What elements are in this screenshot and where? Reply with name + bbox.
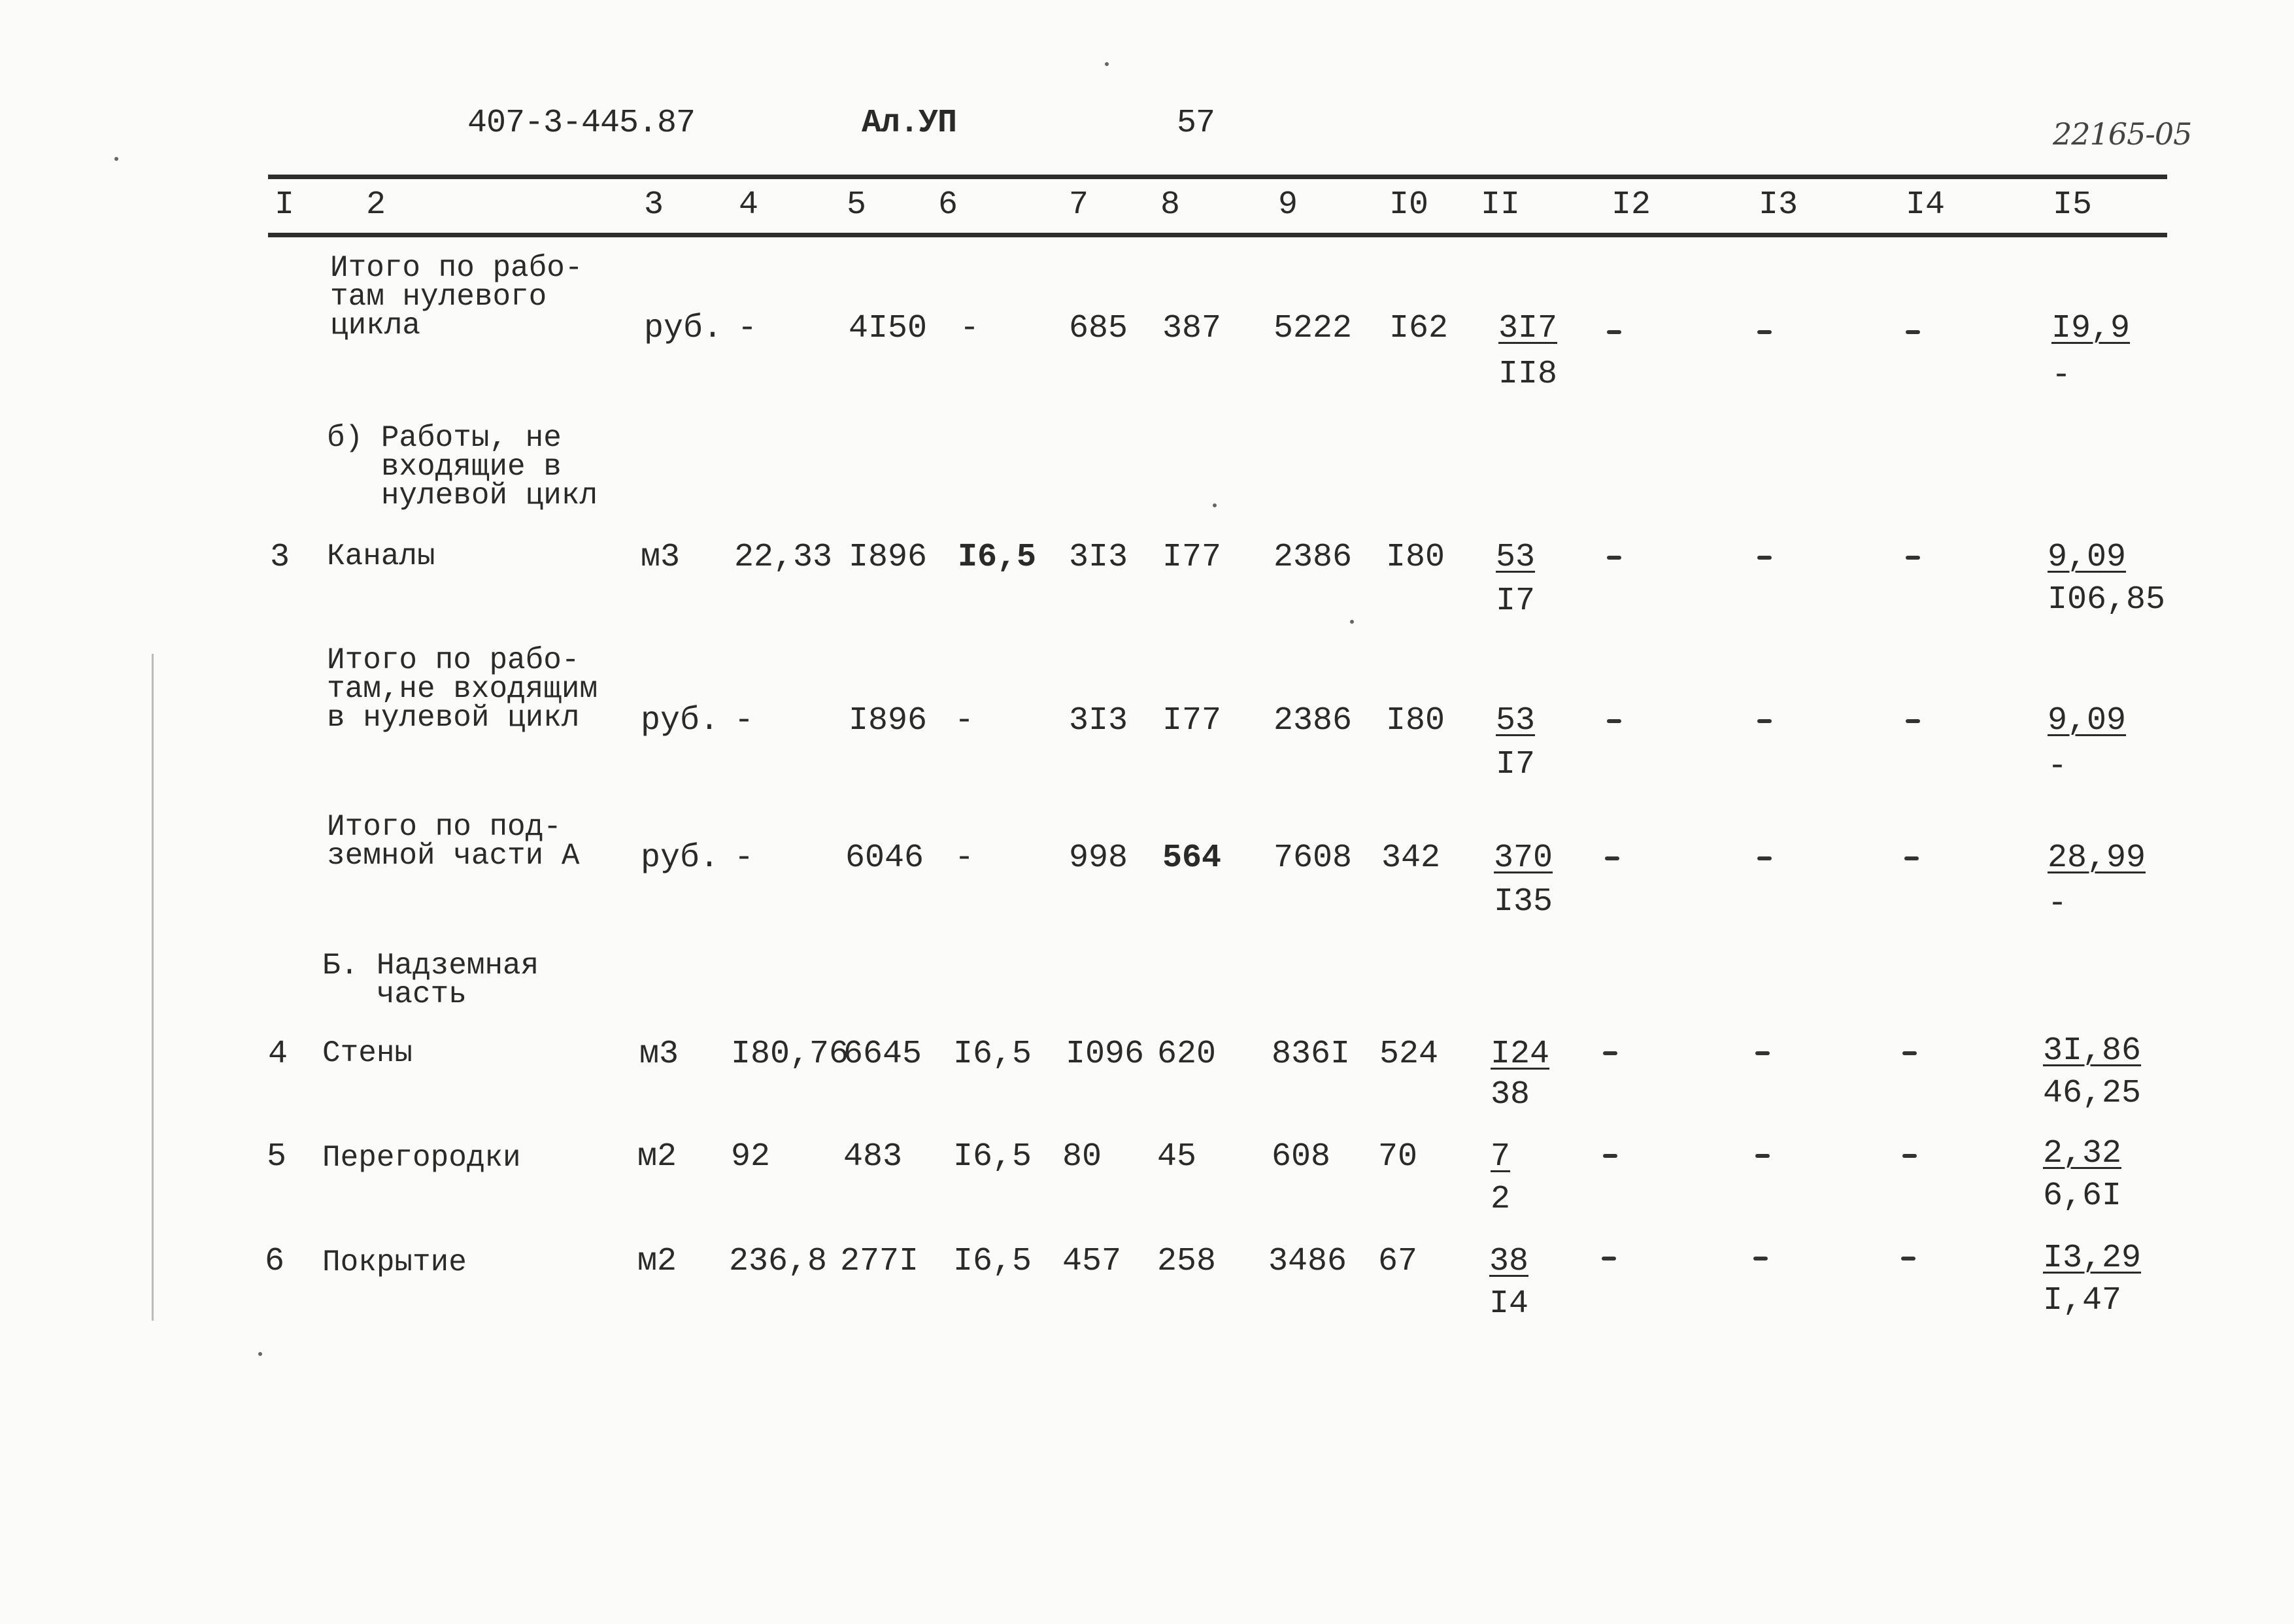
row-6-col4: 236,8 <box>729 1243 828 1280</box>
row-6-col5: 277I <box>840 1243 919 1280</box>
row-4-number: 4 <box>268 1036 288 1073</box>
row-non-zero-cycle-total-col11-numerator: 53 <box>1496 702 1536 739</box>
dash-mark <box>1902 1154 1917 1158</box>
column-header-12: I2 <box>1611 186 1651 224</box>
column-header-6: 6 <box>938 186 958 224</box>
row-zero-cycle-total-col15-numerator: I9,9 <box>2051 310 2131 347</box>
row-zero-cycle-total-col11-denominator: II8 <box>1498 356 1558 393</box>
dash-mark <box>1757 719 1772 723</box>
column-header-10: I0 <box>1389 186 1429 224</box>
row-non-zero-cycle-total-col6: - <box>954 702 975 739</box>
row-zero-cycle-total-col4: - <box>737 310 758 347</box>
row-non-zero-cycle-total-col10: I80 <box>1386 702 1445 739</box>
row-6-col11-numerator: 38 <box>1489 1243 1529 1280</box>
row-underground-total-col4: - <box>734 839 754 877</box>
row-6-col15-denominator: I,47 <box>2043 1282 2122 1319</box>
dash-mark <box>1603 1051 1617 1055</box>
row-6-col11-denominator: I4 <box>1489 1285 1529 1323</box>
row-non-zero-cycle-total-col15-denominator: - <box>2048 748 2068 785</box>
column-header-8: 8 <box>1160 186 1181 224</box>
row-3-col15-numerator: 9,09 <box>2048 539 2127 576</box>
row-underground-total-name: Итого по под- земной части А <box>327 810 580 873</box>
column-header-11: II <box>1481 186 1521 224</box>
row-3-col9: 2386 <box>1274 539 1353 576</box>
row-zero-cycle-total-col8: 387 <box>1162 310 1222 347</box>
scan-speck <box>258 1352 262 1356</box>
scan-speck <box>114 157 118 161</box>
row-zero-cycle-total-unit: руб. <box>644 310 723 347</box>
row-4-col10: 524 <box>1379 1036 1439 1073</box>
dash-mark <box>1603 1154 1617 1158</box>
scan-speck <box>1350 620 1354 624</box>
row-zero-cycle-total-col10: I62 <box>1389 310 1449 347</box>
row-6-col10: 67 <box>1378 1243 1418 1280</box>
row-5-col4: 92 <box>731 1138 771 1176</box>
row-5-col6: I6,5 <box>953 1138 1032 1176</box>
row-3-col10: I80 <box>1386 539 1445 576</box>
column-header-15: I5 <box>2053 186 2093 224</box>
column-header-9: 9 <box>1278 186 1298 224</box>
row-4-name: Стены <box>322 1036 413 1070</box>
row-5-col9: 608 <box>1272 1138 1331 1176</box>
row-4-col9: 836I <box>1272 1036 1351 1073</box>
dash-mark <box>1757 330 1772 334</box>
row-5-number: 5 <box>267 1138 287 1176</box>
row-3-col11-numerator: 53 <box>1496 539 1536 576</box>
row-non-zero-cycle-total-unit: руб. <box>641 702 720 739</box>
dash-mark <box>1902 1051 1917 1055</box>
row-5-col15-numerator: 2,32 <box>2043 1135 2122 1172</box>
row-zero-cycle-total-col11-numerator: 3I7 <box>1498 310 1558 347</box>
row-non-zero-cycle-total-col11-denominator: I7 <box>1496 746 1536 783</box>
row-5-col15-denominator: 6,6I <box>2043 1177 2122 1215</box>
row-underground-total-col7: 998 <box>1069 839 1128 877</box>
dash-mark <box>1607 330 1621 334</box>
section-b-lowercase-heading: б) Работы, не входящие в нулевой цикл <box>327 421 598 513</box>
row-4-col15-numerator: 3I,86 <box>2043 1032 2142 1070</box>
row-6-col6: I6,5 <box>953 1243 1032 1280</box>
row-5-col11-denominator: 2 <box>1491 1181 1511 1218</box>
row-zero-cycle-total-col6: - <box>960 310 980 347</box>
dash-mark <box>1904 856 1919 860</box>
row-4-col8: 620 <box>1157 1036 1217 1073</box>
row-4-col11-denominator: 38 <box>1491 1076 1530 1113</box>
row-3-col15-denominator: I06,85 <box>2048 581 2166 618</box>
row-4-col4: I80,76 <box>731 1036 849 1073</box>
row-non-zero-cycle-total-name: Итого по рабо- там,не входящим в нулевой цикл <box>327 643 598 735</box>
column-header-13: I3 <box>1759 186 1798 224</box>
column-header-2: 2 <box>366 186 386 224</box>
row-3-number: 3 <box>270 539 290 576</box>
row-3-col8: I77 <box>1162 539 1222 576</box>
row-4-col15-denominator: 46,25 <box>2043 1075 2142 1112</box>
dash-mark <box>1602 1257 1616 1260</box>
row-5-col5: 483 <box>843 1138 903 1176</box>
row-5-col7: 80 <box>1062 1138 1102 1176</box>
row-5-col11-numerator: 7 <box>1491 1138 1511 1176</box>
row-underground-total-col6: - <box>954 839 975 877</box>
column-header-1: I <box>275 186 295 224</box>
inventory-number: 22165-05 <box>2053 116 2192 152</box>
row-underground-total-unit: руб. <box>641 839 720 877</box>
row-6-col8: 258 <box>1157 1243 1217 1280</box>
row-non-zero-cycle-total-col7: 3I3 <box>1069 702 1128 739</box>
dash-mark <box>1753 1257 1768 1260</box>
row-non-zero-cycle-total-col4: - <box>734 702 754 739</box>
row-underground-total-col15-numerator: 28,99 <box>2048 839 2146 877</box>
row-6-name: Покрытие <box>322 1245 467 1279</box>
scan-margin-line <box>152 654 154 1321</box>
dash-mark <box>1607 719 1621 723</box>
column-header-7: 7 <box>1069 186 1089 224</box>
header-rule <box>268 233 2167 237</box>
row-3-col7: 3I3 <box>1069 539 1128 576</box>
row-5-unit: м2 <box>637 1138 677 1176</box>
row-non-zero-cycle-total-col8: I77 <box>1162 702 1222 739</box>
column-header-3: 3 <box>644 186 664 224</box>
row-3-col11-denominator: I7 <box>1496 583 1536 620</box>
row-underground-total-col15-denominator: - <box>2048 885 2068 922</box>
row-3-unit: м3 <box>641 539 681 576</box>
row-zero-cycle-total-col15-denominator: - <box>2051 357 2072 394</box>
row-4-col5: 6645 <box>843 1036 922 1073</box>
row-non-zero-cycle-total-col15-numerator: 9,09 <box>2048 702 2127 739</box>
row-6-number: 6 <box>265 1243 285 1280</box>
column-header-5: 5 <box>847 186 867 224</box>
row-6-unit: м2 <box>637 1243 677 1280</box>
document-code: 407-3-445.87 <box>467 105 696 142</box>
row-non-zero-cycle-total-col5: I896 <box>849 702 928 739</box>
row-4-col7: I096 <box>1066 1036 1145 1073</box>
column-header-4: 4 <box>739 186 759 224</box>
dash-mark <box>1906 556 1920 560</box>
row-5-name: Перегородки <box>322 1141 521 1175</box>
row-zero-cycle-total-name: Итого по рабо- там нулевого цикла <box>330 251 583 343</box>
row-underground-total-col11-denominator: I35 <box>1494 883 1553 921</box>
row-6-col9: 3486 <box>1268 1243 1347 1280</box>
dash-mark <box>1906 719 1920 723</box>
dash-mark <box>1906 330 1920 334</box>
page-number: 57 <box>1177 105 1215 142</box>
row-5-col8: 45 <box>1157 1138 1197 1176</box>
row-underground-total-col9: 7608 <box>1274 839 1353 877</box>
dash-mark <box>1757 856 1772 860</box>
row-3-name: Каналы <box>327 539 435 573</box>
row-4-unit: м3 <box>639 1036 679 1073</box>
scan-speck <box>1105 62 1109 66</box>
sheet-label: Ал.УП <box>862 105 957 142</box>
row-5-col10: 70 <box>1378 1138 1418 1176</box>
row-underground-total-col5: 6046 <box>845 839 924 877</box>
row-3-col5: I896 <box>849 539 928 576</box>
row-zero-cycle-total-col5: 4I50 <box>849 310 928 347</box>
row-6-col15-numerator: I3,29 <box>2043 1240 2142 1277</box>
dash-mark <box>1755 1051 1770 1055</box>
column-header-14: I4 <box>1906 186 1946 224</box>
section-above-ground-heading: Б. Надземная часть <box>322 949 539 1011</box>
row-zero-cycle-total-col9: 5222 <box>1274 310 1353 347</box>
dash-mark <box>1757 556 1772 560</box>
row-6-col7: 457 <box>1062 1243 1122 1280</box>
row-underground-total-col10: 342 <box>1381 839 1441 877</box>
scan-speck <box>1213 503 1217 507</box>
row-underground-total-col11-numerator: 370 <box>1494 839 1553 877</box>
dash-mark <box>1607 556 1621 560</box>
top-rule <box>268 175 2167 179</box>
row-3-col4: 22,33 <box>734 539 833 576</box>
row-4-col11-numerator: I24 <box>1491 1036 1550 1073</box>
row-non-zero-cycle-total-col9: 2386 <box>1274 702 1353 739</box>
row-3-col6: I6,5 <box>958 539 1037 576</box>
dash-mark <box>1755 1154 1770 1158</box>
row-4-col6: I6,5 <box>953 1036 1032 1073</box>
row-zero-cycle-total-col7: 685 <box>1069 310 1128 347</box>
dash-mark <box>1605 856 1619 860</box>
row-underground-total-col8: 564 <box>1162 839 1222 877</box>
dash-mark <box>1901 1257 1915 1260</box>
